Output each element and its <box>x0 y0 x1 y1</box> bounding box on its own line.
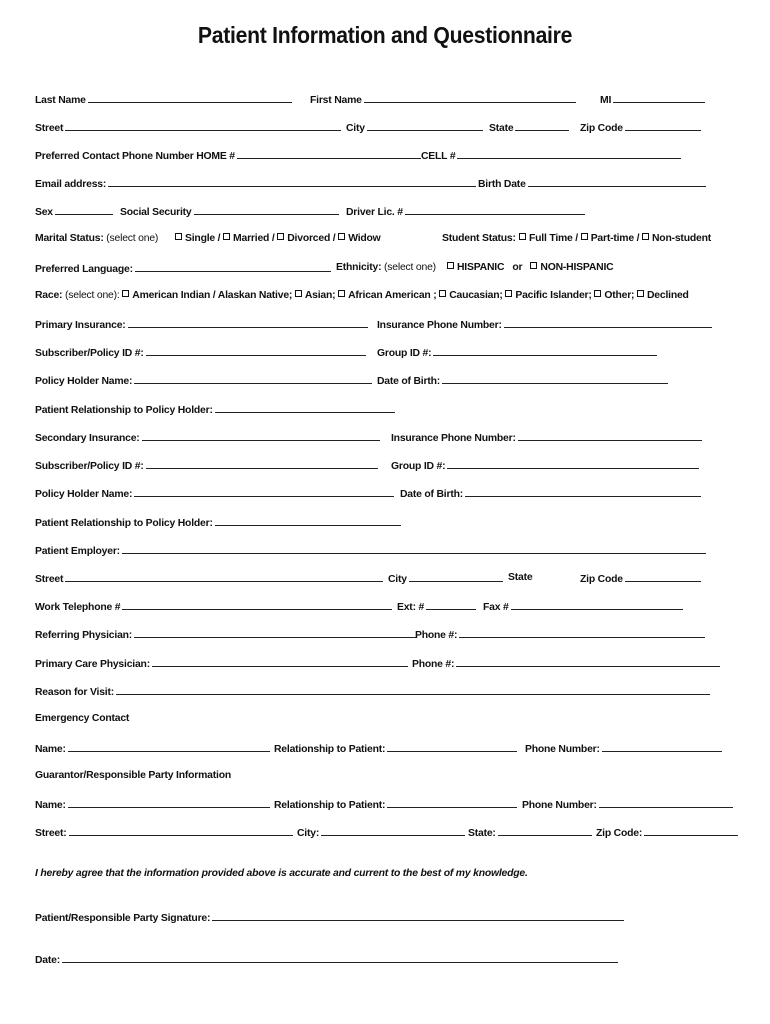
single-checkbox[interactable] <box>175 233 182 240</box>
first-name-label: First Name <box>310 95 362 106</box>
date-field[interactable] <box>62 953 618 963</box>
secondary-group-field[interactable] <box>447 459 699 469</box>
secondary-subscriber-field[interactable] <box>146 459 378 469</box>
home-phone-label: Preferred Contact Phone Number HOME # <box>35 151 235 162</box>
fax-label: Fax # <box>483 602 509 613</box>
zip-label: Zip Code <box>580 123 623 134</box>
secondary-insurance-field[interactable] <box>142 431 380 441</box>
american-indian-checkbox[interactable] <box>122 290 129 297</box>
cell-label: CELL # <box>421 151 456 162</box>
ext-field[interactable] <box>426 600 476 610</box>
hispanic-label: HISPANIC <box>457 262 505 273</box>
street-label: Street <box>35 123 64 134</box>
secondary-holder-label: Policy Holder Name: <box>35 489 133 500</box>
widow-label: Widow <box>348 233 381 244</box>
or-label: or <box>512 262 523 273</box>
caucasian-label: Caucasian; <box>449 290 503 301</box>
work-phone-field[interactable] <box>122 600 392 610</box>
married-checkbox[interactable] <box>223 233 230 240</box>
zip-field[interactable] <box>625 121 701 131</box>
pacific-islander-label: Pacific Islander; <box>515 290 592 301</box>
guarantor-zip-field[interactable] <box>644 826 738 836</box>
mi-field[interactable] <box>613 93 705 103</box>
guarantor-city-label: City: <box>297 828 320 839</box>
pacific-islander-checkbox[interactable] <box>505 290 512 297</box>
employer-city-label: City <box>388 574 407 585</box>
employer-field[interactable] <box>122 544 706 554</box>
secondary-dob-label: Date of Birth: <box>400 489 464 500</box>
declined-checkbox[interactable] <box>637 290 644 297</box>
secondary-group-label: Group ID #: <box>391 461 446 472</box>
signature-label: Patient/Responsible Party Signature: <box>35 913 211 924</box>
city-field[interactable] <box>367 121 483 131</box>
work-phone-label: Work Telephone # <box>35 602 121 613</box>
non-student-checkbox[interactable] <box>642 233 649 240</box>
marital-label: Marital Status: <box>35 233 104 244</box>
employer-state-label: State <box>508 572 533 583</box>
part-time-checkbox[interactable] <box>581 233 588 240</box>
street-field[interactable] <box>65 121 341 131</box>
student-label: Student Status: <box>442 233 516 244</box>
ssn-label: Social Security <box>120 207 192 218</box>
primary-care-phone-label: Phone #: <box>412 659 455 670</box>
date-label: Date: <box>35 955 60 966</box>
employer-street-field[interactable] <box>65 572 383 582</box>
guarantor-heading: Guarantor/Responsible Party Information <box>35 770 232 781</box>
cell-field[interactable] <box>457 149 681 159</box>
secondary-insurance-phone-field[interactable] <box>518 431 702 441</box>
ethnicity-select-note: (select one) <box>384 262 436 273</box>
primary-holder-label: Policy Holder Name: <box>35 376 133 387</box>
fax-field[interactable] <box>511 600 683 610</box>
state-field[interactable] <box>515 121 569 131</box>
secondary-subscriber-label: Subscriber/Policy ID #: <box>35 461 144 472</box>
guarantor-phone-field[interactable] <box>599 798 733 808</box>
asian-checkbox[interactable] <box>295 290 302 297</box>
other-label: Other; <box>604 290 635 301</box>
guarantor-state-field[interactable] <box>498 826 592 836</box>
birth-date-field[interactable] <box>528 177 706 187</box>
hispanic-checkbox[interactable] <box>447 262 454 269</box>
referring-phone-label: Phone #: <box>415 630 458 641</box>
birth-date-label: Birth Date <box>478 179 526 190</box>
primary-subscriber-label: Subscriber/Policy ID #: <box>35 348 144 359</box>
primary-insurance-phone-label: Insurance Phone Number: <box>377 320 502 331</box>
employer-zip-label: Zip Code <box>580 574 623 585</box>
page-title: Patient Information and Questionnaire <box>197 22 573 48</box>
non-hispanic-checkbox[interactable] <box>530 262 537 269</box>
secondary-insurance-phone-label: Insurance Phone Number: <box>391 433 516 444</box>
guarantor-city-field[interactable] <box>321 826 465 836</box>
ssn-field[interactable] <box>194 205 339 215</box>
employer-zip-field[interactable] <box>625 572 701 582</box>
guarantor-name-field[interactable] <box>68 798 270 808</box>
select-one-note: (select one) <box>106 233 159 244</box>
employer-street-label: Street <box>35 574 64 585</box>
guarantor-street-field[interactable] <box>69 826 293 836</box>
divorced-checkbox[interactable] <box>277 233 284 240</box>
primary-holder-field[interactable] <box>134 374 372 384</box>
agreement-text: I hereby agree that the information provided above is accurate and current to the best of my knowledge. <box>35 868 528 879</box>
race-label: Race: <box>35 290 63 301</box>
language-label: Preferred Language: <box>35 264 133 275</box>
married-label: Married / <box>233 233 275 244</box>
primary-insurance-phone-field[interactable] <box>504 318 712 328</box>
guarantor-street-label: Street: <box>35 828 67 839</box>
referring-phone-field[interactable] <box>459 628 705 638</box>
primary-relationship-label: Patient Relationship to Policy Holder: <box>35 405 213 416</box>
guarantor-relationship-label: Relationship to Patient: <box>274 800 386 811</box>
full-time-label: Full Time / <box>529 233 578 244</box>
caucasian-checkbox[interactable] <box>439 290 446 297</box>
other-checkbox[interactable] <box>594 290 601 297</box>
reason-field[interactable] <box>116 685 710 695</box>
state-label: State <box>489 123 514 134</box>
email-field[interactable] <box>108 177 476 187</box>
primary-care-field[interactable] <box>152 657 408 667</box>
driver-label: Driver Lic. # <box>346 207 403 218</box>
primary-care-label: Primary Care Physician: <box>35 659 150 670</box>
secondary-dob-field[interactable] <box>465 487 701 497</box>
emergency-phone-label: Phone Number: <box>525 744 600 755</box>
language-field[interactable] <box>135 262 331 272</box>
guarantor-state-label: State: <box>468 828 496 839</box>
ext-label: Ext: # <box>397 602 425 613</box>
secondary-relationship-label: Patient Relationship to Policy Holder: <box>35 518 213 529</box>
guarantor-relationship-field[interactable] <box>387 798 517 808</box>
last-name-field[interactable] <box>88 93 292 103</box>
secondary-relationship-field[interactable] <box>215 516 401 526</box>
city-label: City <box>346 123 365 134</box>
emergency-heading: Emergency Contact <box>35 713 130 724</box>
primary-care-phone-field[interactable] <box>456 657 720 667</box>
full-time-checkbox[interactable] <box>519 233 526 240</box>
employer-label: Patient Employer: <box>35 546 120 557</box>
african-american-checkbox[interactable] <box>338 290 345 297</box>
non-student-label: Non-student <box>652 233 711 244</box>
ethnicity-label: Ethnicity: <box>336 262 382 273</box>
primary-relationship-field[interactable] <box>215 403 395 413</box>
emergency-name-label: Name: <box>35 744 66 755</box>
primary-subscriber-field[interactable] <box>146 346 366 356</box>
secondary-insurance-label: Secondary Insurance: <box>35 433 140 444</box>
race-select-note: (select one): <box>65 290 120 301</box>
emergency-phone-field[interactable] <box>602 742 722 752</box>
home-phone-field[interactable] <box>237 149 421 159</box>
sex-label: Sex <box>35 207 53 218</box>
primary-insurance-field[interactable] <box>128 318 368 328</box>
referring-label: Referring Physician: <box>35 630 133 641</box>
emergency-name-field[interactable] <box>68 742 270 752</box>
first-name-field[interactable] <box>364 93 576 103</box>
secondary-holder-field[interactable] <box>134 487 394 497</box>
guarantor-name-label: Name: <box>35 800 66 811</box>
reason-label: Reason for Visit: <box>35 687 114 698</box>
referring-field[interactable] <box>134 628 416 638</box>
declined-label: Declined <box>647 290 689 301</box>
emergency-relationship-field[interactable] <box>387 742 517 752</box>
sex-field[interactable] <box>55 205 113 215</box>
primary-insurance-label: Primary Insurance: <box>35 320 126 331</box>
signature-field[interactable] <box>212 911 624 921</box>
mi-label: MI <box>600 95 612 106</box>
single-label: Single / <box>185 233 221 244</box>
divorced-label: Divorced / <box>287 233 336 244</box>
primary-group-field[interactable] <box>433 346 657 356</box>
emergency-relationship-label: Relationship to Patient: <box>274 744 386 755</box>
part-time-label: Part-time / <box>590 233 640 244</box>
guarantor-phone-label: Phone Number: <box>522 800 597 811</box>
african-american-label: African American ; <box>348 290 437 301</box>
last-name-label: Last Name <box>35 95 86 106</box>
guarantor-zip-label: Zip Code: <box>596 828 643 839</box>
asian-label: Asian; <box>304 290 336 301</box>
primary-dob-field[interactable] <box>442 374 668 384</box>
email-label: Email address: <box>35 179 107 190</box>
non-hispanic-label: NON-HISPANIC <box>540 262 614 273</box>
employer-city-field[interactable] <box>409 572 503 582</box>
widow-checkbox[interactable] <box>338 233 345 240</box>
primary-dob-label: Date of Birth: <box>377 376 441 387</box>
american-indian-label: American Indian / Alaskan Native; <box>132 290 293 301</box>
primary-group-label: Group ID #: <box>377 348 432 359</box>
driver-field[interactable] <box>405 205 585 215</box>
